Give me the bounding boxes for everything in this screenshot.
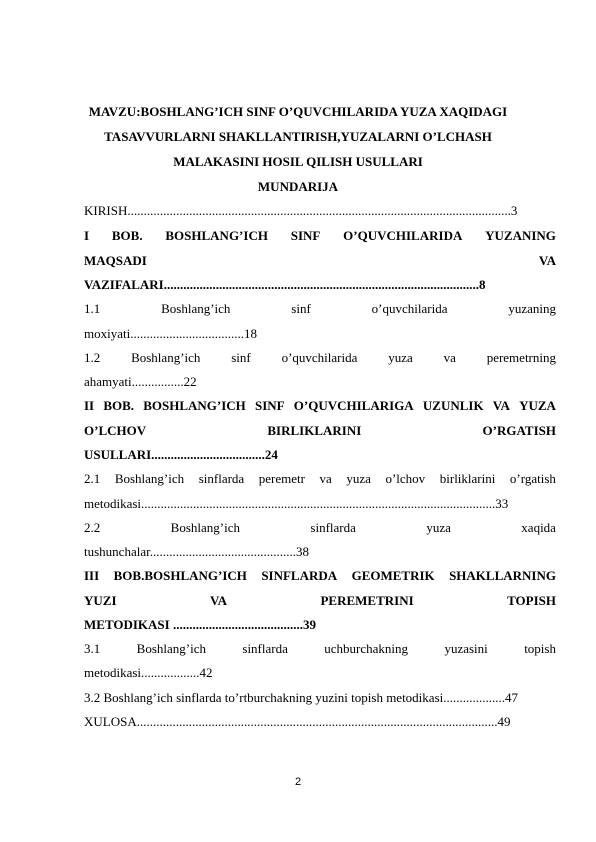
toc-word: SINF [290,228,321,243]
toc-word: 3.1 [84,641,101,656]
toc-word: va [319,471,332,486]
toc-section-2-2-line-1 [84,520,556,536]
toc-section-1-2-line-2: ahamyati................22 [84,374,197,389]
toc-section-3-2: 3.2 Boshlang’ich sinflarda to’rtburchakning yuzini topish metodikasi...................47 [84,690,518,705]
toc-word: yuza [426,520,451,535]
toc-section-3-1-line-2: metodikasi..................42 [84,665,213,680]
toc-word: Boshlang’ich [161,301,231,316]
toc-word: va [443,350,456,365]
toc-word: BIRLIKLARINI [267,423,362,438]
toc-chapter-1-line-1 [84,228,556,244]
toc-word: SHAKLLARNING [449,568,556,583]
toc-entry-xulosa: XULOSA...............................................................................................................49 [84,714,511,729]
toc-chapter-1-line-3: VAZIFALARI.................................................................................................8 [84,277,486,292]
toc-word: Boshlang’ich [131,350,201,365]
toc-word: sinf [291,301,311,316]
toc-chapter-2-line-2 [84,423,556,439]
toc-word: Boshlang’ich [170,520,240,535]
toc-chapter-3-line-2 [84,593,556,609]
toc-word: VA [492,398,510,413]
toc-word: o’lchov [385,471,426,486]
toc-word: sinflarda [242,641,288,656]
document-title-line-3: MALAKASINI HOSIL QILISH USULLARI [173,154,423,169]
toc-chapter-3-line-1 [84,568,556,584]
toc-word: II [84,398,95,413]
toc-word: 2.2 [84,520,101,535]
toc-word: yuza [346,471,371,486]
toc-section-2-2-line-2: tushunchalar.............................................38 [84,544,309,559]
toc-word: GEOMETRIK [351,568,435,583]
toc-word: UZUNLIK [422,398,484,413]
toc-section-1-1-line-2: moxiyati...................................18 [84,326,257,341]
toc-word: o’rgatish [509,471,556,486]
toc-word: III [84,568,100,583]
toc-word: O’QUVCHILARIDA [343,228,463,243]
toc-heading: MUNDARIJA [257,179,339,194]
toc-word: sinflarda [198,471,245,486]
toc-word: Boshlang’ich [136,641,206,656]
toc-word: Boshlang’ich [114,471,185,486]
toc-word: yuza [388,350,413,365]
toc-section-2-1-line-1 [84,471,556,487]
toc-section-1-1-line-1 [84,301,556,317]
toc-word: O’RGATISH [482,423,556,438]
toc-word: topish [524,641,556,656]
toc-word: YUZA [519,398,556,413]
toc-word: O’QUVCHILARIGA [293,398,414,413]
toc-word: 2.1 [84,471,101,486]
toc-word: MAQSADI [84,253,147,268]
toc-word: sinflarda [310,520,356,535]
toc-word: SINFLARDA [261,568,338,583]
toc-word: VA [209,593,228,608]
toc-word: peremetr [258,471,305,486]
toc-word: SINF [254,398,285,413]
toc-word: 1.2 [84,350,101,365]
toc-entry-kirish: KIRISH......................................................................................................................3 [84,203,518,218]
toc-word: BOB. [103,398,135,413]
toc-chapter-2-line-1 [84,398,556,414]
toc-word: peremetrning [486,350,556,365]
toc-word: BOSHLANG’ICH [143,398,246,413]
toc-word: 1.1 [84,301,101,316]
toc-word: BOSHLANG’ICH [165,228,268,243]
toc-word: yuzaning [508,301,556,316]
toc-word: xaqida [521,520,556,535]
toc-chapter-3-line-3: METODIKASI ........................................39 [84,617,316,632]
toc-word: o’quvchilarida [371,301,448,316]
page-number: 2 [294,776,302,788]
toc-section-3-1-line-1 [84,641,556,657]
toc-word: O’LCHOV [84,423,147,438]
document-title-line-1: MAVZU:BOSHLANG’ICH SINF O’QUVCHILARIDA YUZA XAQIDAGI [88,104,508,119]
toc-word: yuzasini [444,641,488,656]
toc-word: I [84,228,90,243]
toc-word: BOB.BOSHLANG’ICH [113,568,247,583]
toc-word: BOB. [111,228,143,243]
toc-word: VA [538,253,556,268]
toc-word: TOPISH [507,593,556,608]
toc-chapter-1-line-2 [84,253,556,269]
toc-word: YUZANING [485,228,556,243]
document-title-line-2: TASAVVURLARNI SHAKLLANTIRISH,YUZALARNI O’LCHASH [104,129,492,144]
toc-word: sinf [231,350,251,365]
toc-chapter-2-line-3: USULLARI...................................24 [84,447,278,462]
toc-section-2-1-line-2: metodikasi.............................................................................................................33 [84,496,509,511]
toc-section-1-2-line-1 [84,350,556,366]
toc-word: birliklarini [439,471,496,486]
toc-word: uchburchakning [324,641,409,656]
toc-word: o’quvchilarida [281,350,358,365]
toc-word: PEREMETRINI [320,593,414,608]
toc-word: YUZI [84,593,117,608]
